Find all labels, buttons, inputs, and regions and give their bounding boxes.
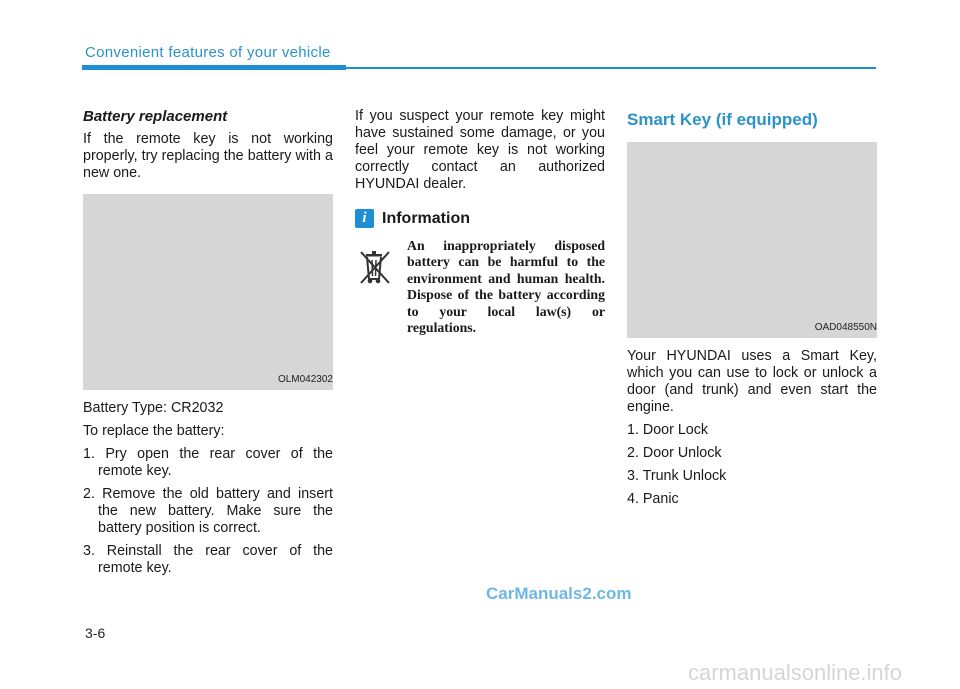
remote-key-photo bbox=[83, 194, 333, 390]
header-title: Convenient features of your vehicle bbox=[85, 44, 331, 61]
photo-code: OLM042302 bbox=[277, 374, 333, 385]
information-header bbox=[355, 209, 605, 228]
battery-type: Battery Type: CR2032 bbox=[83, 400, 224, 416]
header-bar bbox=[82, 65, 346, 70]
function-item: 3. Trunk Unlock bbox=[627, 468, 727, 484]
information-body bbox=[355, 238, 605, 336]
footer-watermark: carmanualsonline.info bbox=[688, 660, 903, 685]
watermark-link[interactable]: CarManuals2.com bbox=[486, 584, 632, 603]
information-text: An inappropriately disposed battery can be harmful to the environment and human health. Dispose of the battery according to your local law(s) or regulations. bbox=[407, 238, 605, 336]
function-item: 2. Door Unlock bbox=[627, 445, 722, 461]
battery-intro: If the remote key is not working properly, try replacing the battery with a new one. bbox=[83, 131, 333, 181]
header-rule bbox=[346, 67, 876, 69]
column-info bbox=[355, 108, 605, 336]
photo-code: OAD048550N bbox=[814, 322, 877, 333]
step-item: 3. Reinstall the rear cover of the remote key. bbox=[83, 543, 333, 576]
function-item: 1. Door Lock bbox=[627, 422, 709, 438]
smart-key-functions bbox=[627, 422, 877, 508]
smart-key-photo bbox=[627, 142, 877, 338]
crossed-bin-icon bbox=[355, 246, 395, 286]
page-number: 3-6 bbox=[85, 625, 106, 641]
step-item: 1. Pry open the rear cover of the remote key. bbox=[83, 446, 333, 479]
step-item: 2. Remove the old battery and insert the new battery. Make sure the battery position is correct. bbox=[83, 486, 333, 536]
function-item: 4. Panic bbox=[627, 491, 679, 507]
steps-list bbox=[83, 446, 333, 577]
damage-paragraph: If you suspect your remote key might have sustained some damage, or you feel your remote key is not working correctly contact an authorized HYUNDAI dealer. bbox=[355, 108, 605, 192]
smart-key-paragraph: Your HYUNDAI uses a Smart Key, which you can use to lock or unlock a door (and trunk) and even start the engine. bbox=[627, 348, 877, 415]
column-smart-key bbox=[627, 108, 877, 514]
information-title: Information bbox=[382, 210, 470, 227]
battery-replacement-heading: Battery replacement bbox=[83, 108, 228, 125]
column-battery bbox=[83, 108, 333, 583]
steps-intro: To replace the battery: bbox=[83, 423, 225, 439]
smart-key-heading: Smart Key (if equipped) bbox=[627, 110, 818, 129]
information-icon: i bbox=[355, 209, 374, 228]
